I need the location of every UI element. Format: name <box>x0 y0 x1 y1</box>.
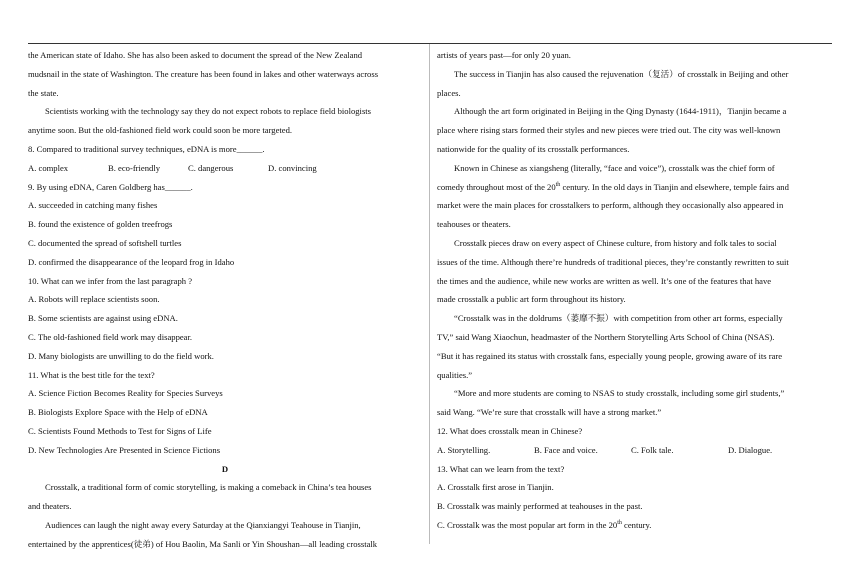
question-10: 10. What can we infer from the last paragraph ? <box>28 275 193 286</box>
option-a: A. Crosstalk first arose in Tianjin. <box>437 482 554 493</box>
option-a: A. Science Fiction Becomes Reality for Species Surveys <box>28 388 223 399</box>
text-line: made crosstalk a public art form throughout its history. <box>437 294 626 305</box>
text-line: artists of years past—for only 20 yuan. <box>437 50 571 60</box>
option-a: A. complex <box>28 162 69 173</box>
text-fragment: century. In the old days in Tianjin and elsewhere, temple fairs and <box>560 181 789 192</box>
text-fragment: C. Crosstalk was the most popular art form in the 20 <box>437 519 618 530</box>
option-a: A. Robots will replace scientists soon. <box>28 294 160 305</box>
text-line: Crosstalk, a traditional form of comic storytelling, is making a comeback in China’s tea houses <box>45 482 372 493</box>
option-b: B. Face and voice. <box>534 444 598 455</box>
option-d: D. Dialogue. <box>728 444 773 455</box>
text-line: the American state of Idaho. She has also been asked to document the spread of the New Zealand <box>28 50 363 60</box>
text-line: Audiences can laugh the night away every Saturday at the Qianxiangyi Teahouse in Tianjin, <box>45 519 361 530</box>
option-c: C. The old-fashioned field work may disappear. <box>28 331 193 342</box>
option-b: B. Some scientists are against using eDNA. <box>28 313 178 324</box>
text-line: nationwide for the quality of its crosstalk performances. <box>437 143 630 154</box>
text-fragment: century. <box>621 519 652 530</box>
text-line: Although the art form originated in Beijing in the Qing Dynasty (1644-1911)，Tianjin became a <box>454 106 787 117</box>
text-line: TV,” said Wang Xiaochun, headmaster of the Northern Storytelling Arts School of China (NSAS). <box>437 331 775 342</box>
option-d: D. confirmed the disappearance of the leopard frog in Idaho <box>28 256 235 267</box>
option-b: B. eco-friendly <box>108 162 161 173</box>
question-12: 12. What does crosstalk mean in Chinese? <box>437 425 583 436</box>
column-divider <box>429 44 430 544</box>
option-b: B. found the existence of golden treefrogs <box>28 219 173 230</box>
question-8: 8. Compared to traditional survey techniques, eDNA is more______. <box>28 143 265 154</box>
left-column <box>28 46 422 554</box>
option-d: D. convincing <box>268 162 317 173</box>
text-line: the times and the audience, while new works are written as well. It’s one of the features that have <box>437 275 772 286</box>
option-a: A. Storytelling. <box>437 444 491 455</box>
text-line: places. <box>437 87 461 98</box>
option-b: B. Biologists Explore Space with the Help of eDNA <box>28 407 208 418</box>
text-line: Scientists working with the technology say they do not expect robots to replace field biologists <box>45 106 372 117</box>
question-13: 13. What can we learn from the text? <box>437 463 565 474</box>
text-line: market were the main places for crosstalkers to perform, although they occasionally also appeared in <box>437 200 784 211</box>
text-line: The success in Tianjin has also caused the rejuvenation（复活）of crosstalk in Beijing and other <box>454 68 789 79</box>
option-c <box>437 516 833 535</box>
text-line: anytime soon. But the old-fashioned field work could soon be more targeted. <box>28 125 293 136</box>
text-line: mudsnail in the state of Washington. The creature has been found in lakes and other waterways across <box>28 68 379 79</box>
text-line: “But it has regained its status with crosstalk fans, especially young people, growing aware of its rare <box>437 350 783 361</box>
text-fragment: comedy throughout most of the 20 <box>437 181 556 192</box>
text-line: qualities.” <box>437 369 473 380</box>
option-c: C. dangerous <box>188 162 234 173</box>
question-8-options <box>28 159 422 178</box>
text-line: Known in Chinese as xiangsheng (literally, “face and voice”), crosstalk was the chief form of <box>454 162 775 173</box>
option-a: A. succeeded in catching many fishes <box>28 200 158 211</box>
right-column <box>437 46 833 535</box>
option-d: D. Many biologists are unwilling to do the field work. <box>28 350 214 361</box>
option-c: C. Scientists Found Methods to Test for Signs of Life <box>28 425 212 436</box>
text-line: said Wang. “We’re sure that crosstalk will have a strong market.” <box>437 407 662 418</box>
option-c: C. Folk tale. <box>631 444 674 455</box>
section-heading: D <box>221 463 229 474</box>
top-rule <box>28 43 832 44</box>
superscript: th <box>617 520 622 527</box>
question-9: 9. By using eDNA, Caren Goldberg has______. <box>28 181 193 192</box>
text-line: “More and more students are coming to NSAS to study crosstalk, including some girl students,” <box>454 388 785 399</box>
option-c: C. documented the spread of softshell turtles <box>28 237 182 248</box>
text-line: “Crosstalk was in the doldrums（萎靡不振）with competition from other art forms, especially <box>454 313 783 324</box>
text-line: entertained by the apprentices(徒弟) of Hou Baolin, Ma Sanli or Yin Shoushan—all leading crosstalk <box>28 538 378 549</box>
question-12-options <box>437 441 833 460</box>
text-line <box>437 178 833 197</box>
option-b: B. Crosstalk was mainly performed at teahouses in the past. <box>437 501 643 512</box>
text-line: Crosstalk pieces draw on every aspect of Chinese culture, from history and folk tales to social <box>454 237 777 248</box>
question-11: 11. What is the best title for the text? <box>28 369 155 380</box>
text-line: the state. <box>28 87 59 98</box>
option-d: D. New Technologies Are Presented in Science Fictions <box>28 444 221 455</box>
superscript: th <box>555 181 561 188</box>
text-line: teahouses or theaters. <box>437 219 511 230</box>
text-line: place where rising stars formed their styles and new pieces were tried out. The city was well-known <box>437 125 781 136</box>
text-line: issues of the time. Although there’re hundreds of traditional pieces, they’re constantly rewritten to suit <box>437 256 789 267</box>
text-line: and theaters. <box>28 501 72 512</box>
